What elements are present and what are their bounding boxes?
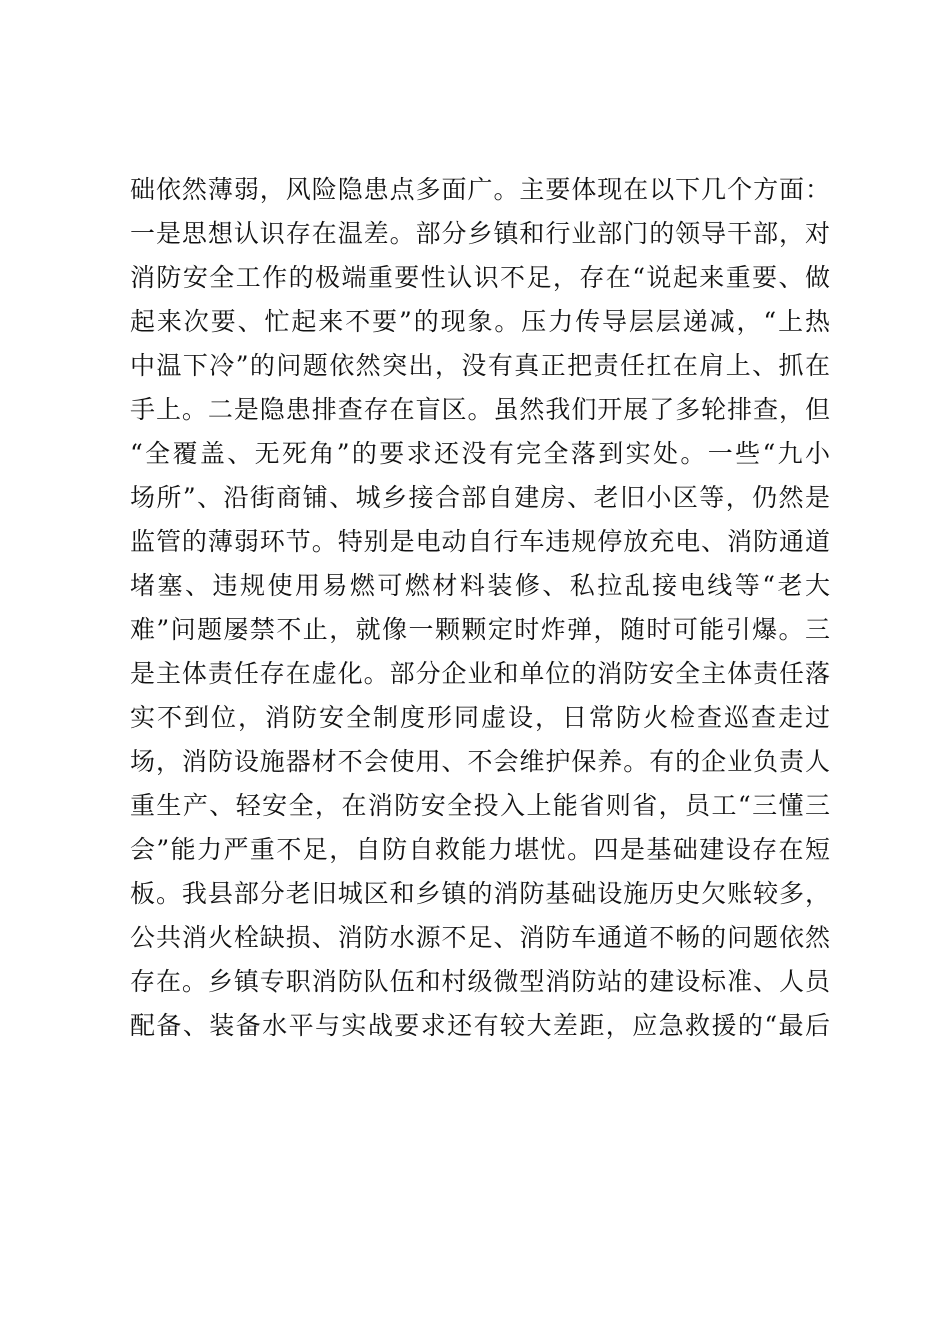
text-line: 板。我县部分老旧城区和乡镇的消防基础设施历史欠账较多， bbox=[130, 879, 830, 908]
text-line: 重生产、轻安全，在消防安全投入上能省则省，员工“三懂三 bbox=[130, 791, 830, 820]
text-line: 配备、装备水平与实战要求还有较大差距，应急救援的“最后 bbox=[130, 1011, 830, 1040]
body-text bbox=[130, 168, 830, 1048]
text-line: 会”能力严重不足，自防自救能力堪忧。四是基础建设存在短 bbox=[130, 835, 830, 864]
text-line: 中温下冷”的问题依然突出，没有真正把责任扛在肩上、抓在 bbox=[130, 351, 830, 380]
text-line: 础依然薄弱，风险隐患点多面广。主要体现在以下几个方面： bbox=[130, 175, 830, 204]
text-line: 起来次要、忙起来不要”的现象。压力传导层层递减，“上热 bbox=[130, 307, 830, 336]
text-line: 存在。乡镇专职消防队伍和村级微型消防站的建设标准、人员 bbox=[130, 967, 830, 996]
text-line: 手上。二是隐患排查存在盲区。虽然我们开展了多轮排查，但 bbox=[130, 395, 830, 424]
text-line: “全覆盖、无死角”的要求还没有完全落到实处。一些“九小 bbox=[130, 439, 830, 468]
text-line: 难”问题屡禁不止，就像一颗颗定时炸弹，随时可能引爆。三 bbox=[130, 615, 830, 644]
text-line: 一是思想认识存在温差。部分乡镇和行业部门的领导干部，对 bbox=[130, 219, 830, 248]
text-line: 场所”、沿街商铺、城乡接合部自建房、老旧小区等，仍然是 bbox=[130, 483, 830, 512]
text-line: 场，消防设施器材不会使用、不会维护保养。有的企业负责人 bbox=[130, 747, 830, 776]
text-line: 是主体责任存在虚化。部分企业和单位的消防安全主体责任落 bbox=[130, 659, 830, 688]
text-line: 消防安全工作的极端重要性认识不足，存在“说起来重要、做 bbox=[130, 263, 830, 292]
text-line: 公共消火栓缺损、消防水源不足、消防车通道不畅的问题依然 bbox=[130, 923, 830, 952]
text-line: 堵塞、违规使用易燃可燃材料装修、私拉乱接电线等“老大 bbox=[130, 571, 830, 600]
text-line: 实不到位，消防安全制度形同虚设，日常防火检查巡查走过 bbox=[130, 703, 830, 732]
text-line: 监管的薄弱环节。特别是电动自行车违规停放充电、消防通道 bbox=[130, 527, 830, 556]
